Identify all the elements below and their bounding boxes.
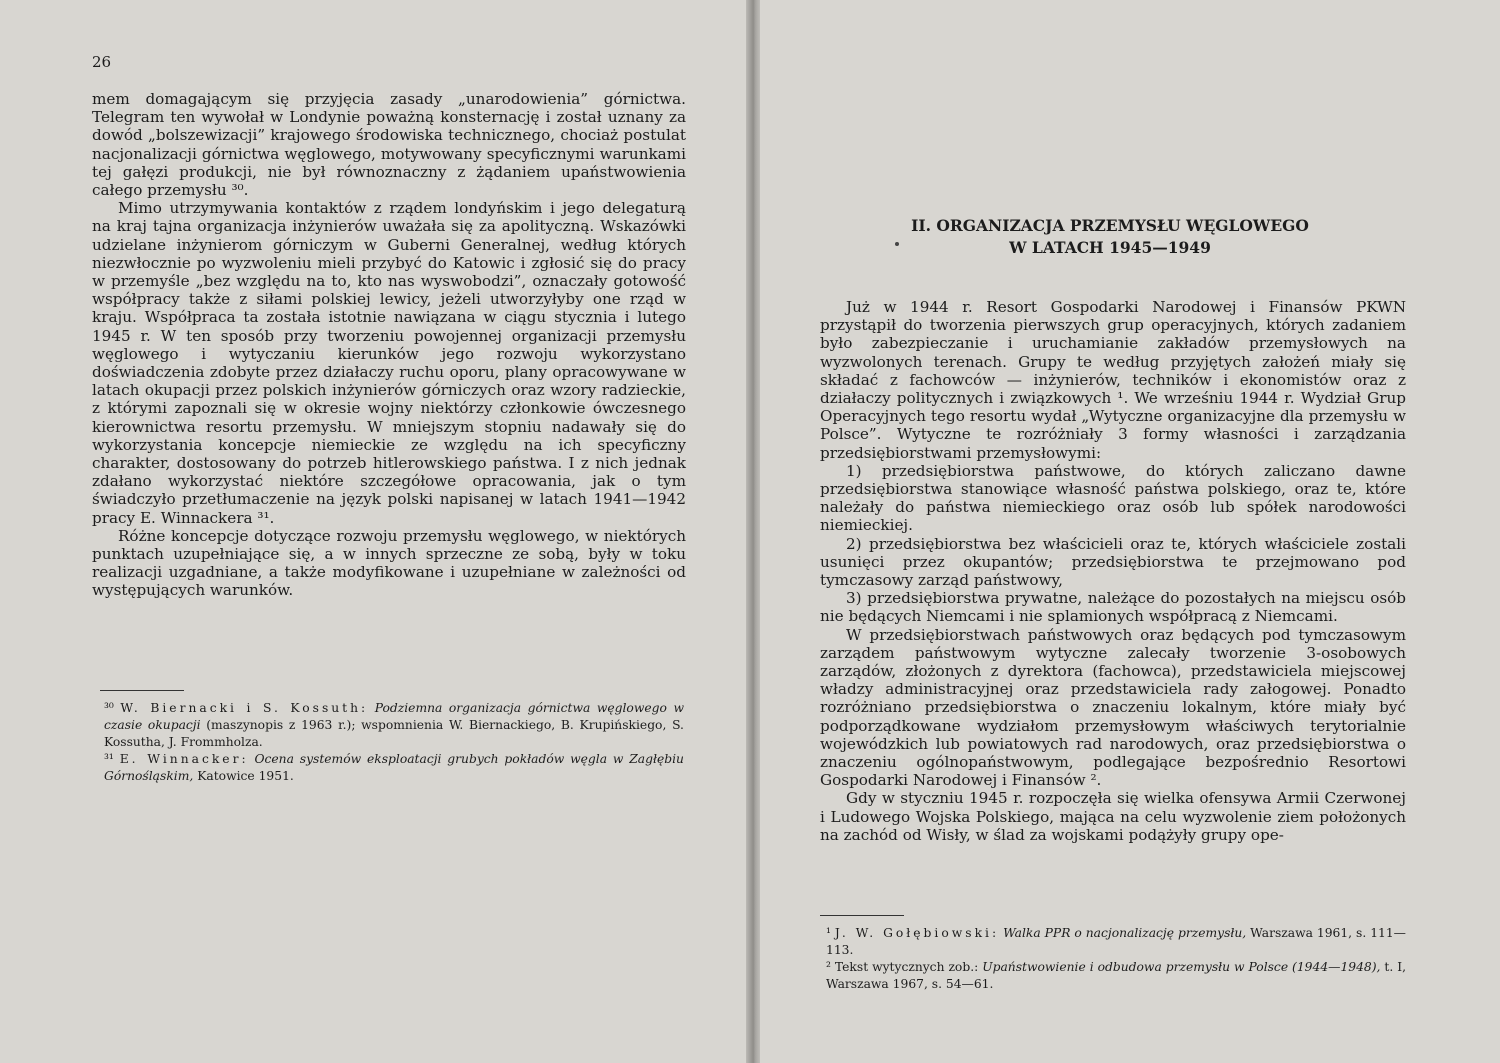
footnote-rest: t. I, Warszawa 1967, s. 54—61.	[826, 960, 1406, 991]
right-body-text	[820, 298, 1406, 844]
chapter-title-line: II. ORGANIZACJA PRZEMYSŁU WĘGLOWEGO	[911, 216, 1309, 235]
footnote-rest: (maszynopis z 1963 r.); wspomnienia W. Biernackiego, B. Krupińskiego, S. Kossutha, J. Frommholza.	[104, 718, 684, 749]
footnote	[826, 959, 1406, 993]
footnote-title: Upaństwowienie i odbudowa przemysłu w Polsce (1944—1948),	[982, 960, 1381, 974]
paragraph: W przedsiębiorstwach państwowych oraz będących pod tymczasowym zarządem państwowym wytyczne zalecały tworzenie 3-osobowych zarządów, złożonych z dyrektora (fachowca), przedstawiciela miejscowej władzy administracyjnej oraz przedstawiciela rady załogowej. Ponadto rozróżniano przedsiębiorstwa o znaczeniu lokalnym, które miały być podporządkowane wydziałom przemysłowym właściwych terytorialnie wojewódzkich lub powiatowych rad narodowych, oraz przedsiębiorstwa o znaczeniu ogólnopaństwowym, podlegające bezpośrednio Resortowi Gospodarki Narodowej i Finansów ².	[820, 625, 1406, 790]
footnote-title: Walka PPR o nacjonalizację przemysłu,	[1003, 926, 1247, 940]
paragraph: Mimo utrzymywania kontaktów z rządem londyńskim i jego delegaturą na kraj tajna organizacja inżynierów uważała się za apolityczną. Wskazówki udzielane inżynierom górniczym w Guberni Generalnej, według których niezwłocznie po wyzwoleniu mieli przybyć do Katowic i zgłosić się do pracy w przemyśle „bez względu na to, kto nas wyswobodzi”, oznaczały gotowość współpracy także z siłami polskiej lewicy, jeżeli utworzyłyby one rząd w kraju. Współpraca ta została istotnie nawiązana w ciągu stycznia i lutego 1945 r. W ten sposób przy tworzeniu powojennej organizacji przemysłu węglowego i wytyczaniu kierunków jego rozwoju wykorzystano doświadczenia zdobyte przez działaczy ruchu oporu, plany opracowywane w latach okupacji przez polskich inżynierów górniczych oraz wzory radzieckie, z którymi zapoznali się w okresie wojny niektórzy członkowie ówczesnego kierownictwa resortu przemysłu. W mniejszym stopniu nadawały się do wykorzystania koncepcje niemieckie ze względu na ich specyficzny charakter, dostosowany do potrzeb hitlerowskiego państwa. I z nich jednak zdałano wykorzystać niektóre szczegółowe opracowania, jak o tym świadczyło przetłumaczenie na język polski napisanej w latach 1941—1942 pracy E. Winnackera ³¹.	[92, 199, 686, 527]
footnote-rest: Katowice 1951.	[197, 769, 294, 783]
footnote-rule	[820, 915, 904, 916]
left-footnotes	[104, 700, 684, 785]
chapter-title	[910, 215, 1310, 259]
chapter-title-line: W LATACH 1945—1949	[1009, 238, 1211, 257]
footnote	[104, 700, 684, 751]
footnote-title: Podziemna organizacja górnictwa węglowego w czasie okupacji	[104, 701, 684, 732]
list-item: 1) przedsiębiorstwa państwowe, do których zaliczano dawne przedsiębiorstwa stanowiące własność państwa polskiego, oraz te, które należały do państwa niemieckiego oraz osób lub spółek narodowości niemieckiej.	[820, 461, 1406, 535]
footnote-author: E. Winnacker:	[119, 752, 249, 766]
paragraph: mem domagającym się przyjęcia zasady „unarodowienia” górnictwa. Telegram ten wywołał w Londynie poważną konsternację i został uznany za dowód „bolszewizacji” krajowego środowiska technicznego, chociaż postulat nacjonalizacji górnictwa węglowego, motywowany specyficznymi warunkami tej gałęzi produkcji, nie był równoznaczny z żądaniem upaństwowienia całego przemysłu ³⁰.	[92, 90, 686, 200]
left-body-text	[92, 90, 686, 600]
footnote-rule	[100, 690, 184, 691]
paragraph: Różne koncepcje dotyczące rozwoju przemysłu węglowego, w niektórych punktach uzupełniające się, a w innych sprzeczne ze sobą, były w toku realizacji uzgadniane, a także modyfikowane i uzupełniane w zależności od występujących warunków.	[92, 526, 686, 600]
footnote-number: ³⁰	[104, 701, 114, 715]
footnote-number: ²	[826, 960, 831, 974]
list-item: 2) przedsiębiorstwa bez właścicieli oraz te, których właściciele zostali usunięci przez okupantów; przedsiębiorstwa te przejmowano pod tymczasowy zarząd państwowy,	[820, 534, 1406, 590]
footnote-number: ³¹	[104, 752, 114, 766]
list-item: 3) przedsiębiorstwa prywatne, należące do pozostałych na miejscu osób nie będących Niemcami i nie splamionych współpracą z Niemcami.	[820, 589, 1406, 626]
paragraph: Już w 1944 r. Resort Gospodarki Narodowej i Finansów PKWN przystąpił do tworzenia pierwszych grup operacyjnych, których zadaniem było zabezpieczanie i uruchamianie zakładów przemysłowych na wyzwolonych terenach. Grupy te według przyjętych założeń miały się składać z fachowców — inżynierów, techników i ekonomistów oraz z działaczy politycznych i związkowych ¹. We wrześniu 1944 r. Wydział Grup Operacyjnych tego resortu wydał „Wytyczne organizacyjne dla przemysłu w Polsce”. Wytyczne te rozróżniały 3 formy własności i zarządzania przedsiębiorstwami przemysłowymi:	[820, 298, 1406, 462]
footnote-rest: Warszawa 1961, s. 111—113.	[826, 926, 1406, 957]
footnote-author: J. W. Gołębiowski:	[834, 926, 1000, 940]
right-footnotes	[826, 925, 1406, 993]
ink-speck	[895, 242, 899, 246]
footnote-author: Tekst wytycznych zob.:	[834, 960, 979, 974]
paragraph: Gdy w styczniu 1945 r. rozpoczęła się wielka ofensywa Armii Czerwonej i Ludowego Wojska Polskiego, mająca na celu wyzwolenie ziem położonych na zachód od Wisły, w ślad za wojskami podążyły grupy ope-	[820, 789, 1406, 844]
footnote-title: Ocena systemów eksploatacji grubych pokładów węgla w Zagłębiu Górnośląskim,	[104, 752, 684, 783]
footnote-number: ¹	[826, 926, 831, 940]
footnote	[104, 751, 684, 785]
footnote	[826, 925, 1406, 959]
footnote-author: W. Biernacki i S. Kossuth:	[120, 701, 369, 715]
page-number: 26	[92, 53, 112, 71]
